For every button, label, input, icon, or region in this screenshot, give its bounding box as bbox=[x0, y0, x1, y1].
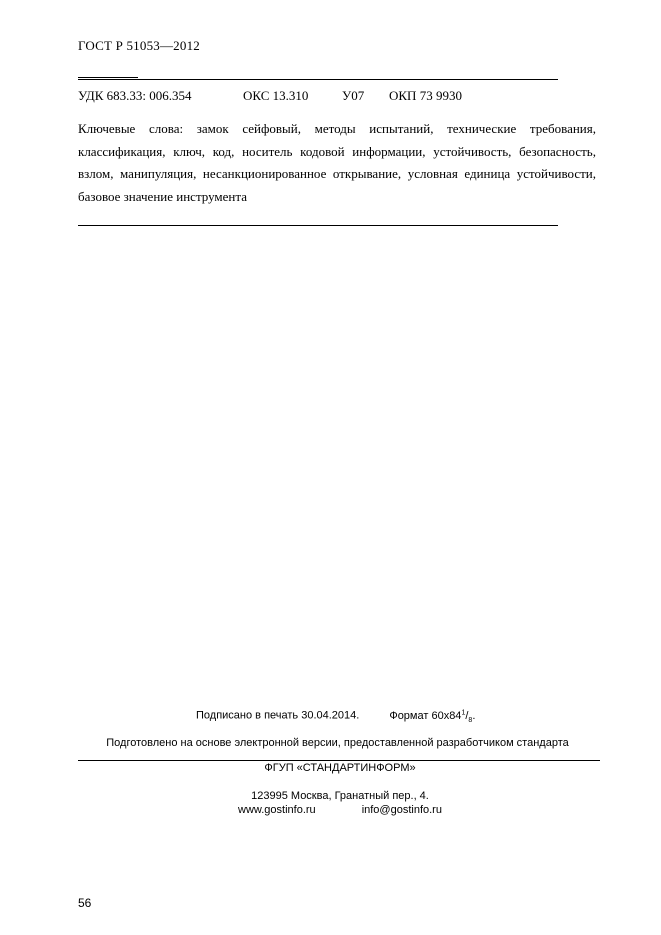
format-denominator: 8 bbox=[468, 716, 473, 724]
paper-format: Формат $60х84^1/_8$. bbox=[389, 709, 476, 724]
publisher-name: ФГУП «СТАНДАРТИНФОРМ» bbox=[264, 762, 416, 774]
format-prefix: Формат 60х84 bbox=[389, 709, 462, 722]
format-suffix: . bbox=[472, 709, 476, 722]
keywords-divider bbox=[78, 225, 558, 226]
imprint-divider bbox=[78, 760, 600, 761]
signed-date: Подписано в печать 30.04.2014. bbox=[196, 709, 360, 722]
publisher-block bbox=[190, 762, 490, 816]
publisher-contacts bbox=[190, 804, 490, 816]
document-code-header: ГОСТ Р 51053—2012 bbox=[78, 38, 200, 53]
oks-code: ОКС 13.310 bbox=[243, 88, 309, 103]
publisher-address: 123995 Москва, Гранатный пер., 4. bbox=[251, 790, 429, 802]
okp-code: ОКП 73 9930 bbox=[389, 88, 462, 103]
page-number: 56 bbox=[78, 896, 92, 910]
prepared-text: Подготовлено на основе электронной версии, предоставленной разработчиком стандарта bbox=[106, 737, 569, 749]
format-numerator: 1 bbox=[461, 709, 466, 716]
top-divider bbox=[78, 79, 558, 80]
prepared-note bbox=[0, 737, 661, 749]
email-link[interactable]: info@gostinfo.ru bbox=[361, 804, 442, 816]
group-code: У07 bbox=[342, 88, 365, 103]
keywords-paragraph: Ключевые слова: замок сейфовый, методы испытаний, технические требования, классификация, ключ, код, носитель кодовой информации, устойчивость, безопасность, взлом, манипуляция, несанкционированное открывание, условная единица устойчивости, базовое значение инструмента bbox=[78, 121, 596, 205]
udk-code: УДК 683.33: 006.354 bbox=[78, 88, 192, 103]
short-divider bbox=[78, 77, 138, 78]
signed-format-row bbox=[196, 709, 475, 724]
website-link[interactable]: www.gostinfo.ru bbox=[238, 804, 316, 816]
